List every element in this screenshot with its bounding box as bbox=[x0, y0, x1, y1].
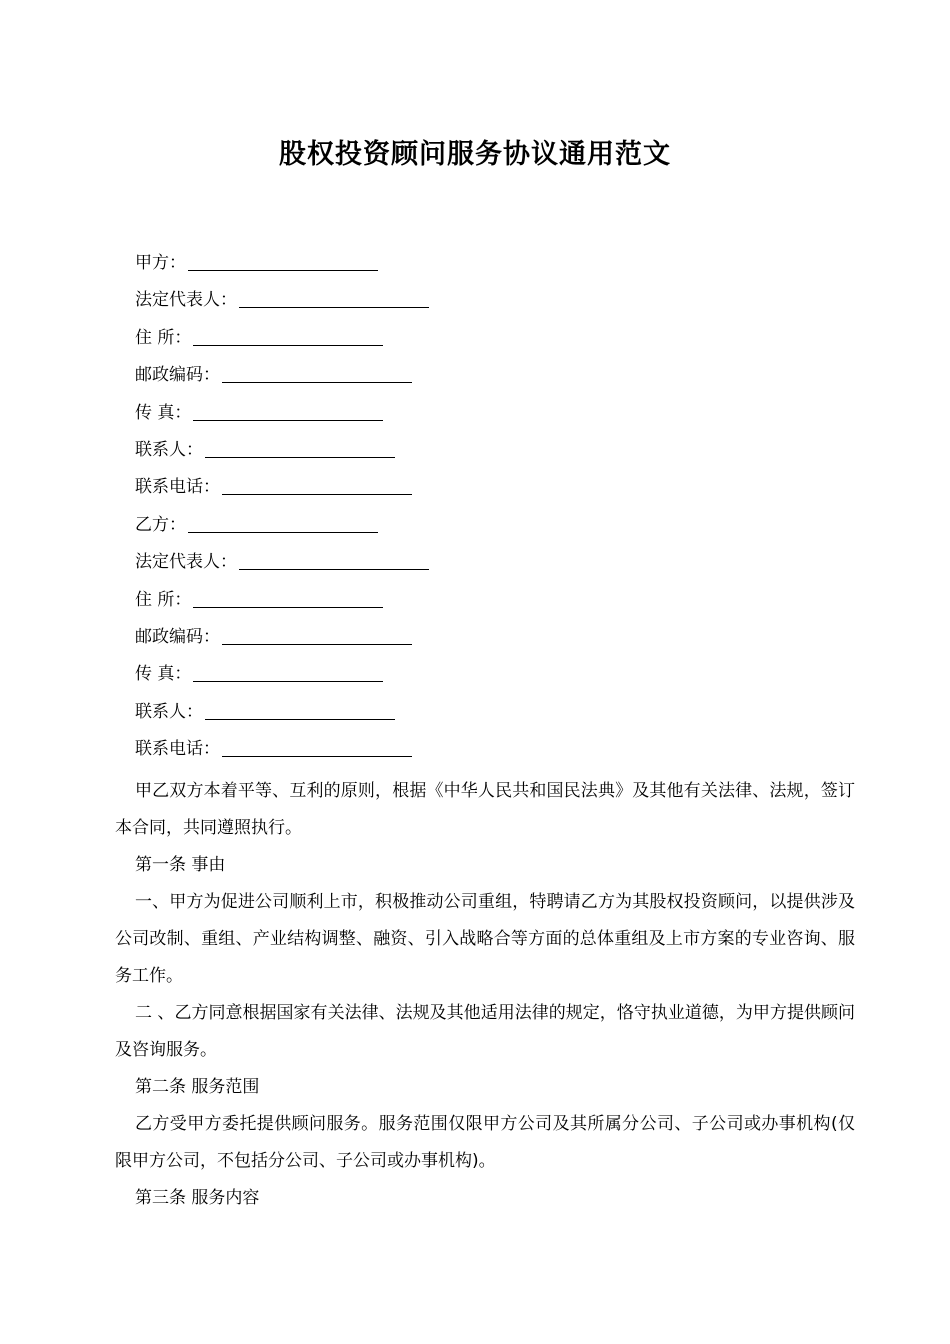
party-a-contact-field bbox=[135, 437, 429, 474]
field-label: 邮政编码： bbox=[135, 365, 220, 386]
party-b-phone-field bbox=[135, 736, 429, 773]
clause-paragraph: 一、甲方为促进公司顺利上市，积极推动公司重组，特聘请乙方为其股权投资顾问，以提供涉及公司改制、重组、产业结构调整、融资、引入战略合等方面的总体重组及上市方案的专业咨询、服务工作。 bbox=[115, 892, 855, 986]
clause-paragraph: 二 、乙方同意根据国家有关法律、法规及其他适用法律的规定，恪守执业道德，为甲方提供顾问及咨询服务。 bbox=[115, 1003, 855, 1060]
fill-in-blank bbox=[239, 549, 429, 570]
party-b-postcode-field bbox=[135, 624, 429, 661]
document-title: 股权投资顾问服务协议通用范文 bbox=[279, 139, 671, 170]
field-label: 传 真： bbox=[135, 664, 192, 685]
party-info-section bbox=[135, 250, 429, 773]
fill-in-blank bbox=[193, 587, 383, 608]
clause-paragraph: 乙方受甲方委托提供顾问服务。服务范围仅限甲方公司及其所属分公司、子公司或办事机构(仅限甲方公司，不包括分公司、子公司或办事机构)。 bbox=[115, 1114, 855, 1171]
fill-in-blank bbox=[222, 474, 412, 495]
party-b-field bbox=[135, 512, 429, 549]
field-label: 住 所： bbox=[135, 327, 192, 348]
party-b-address-field bbox=[135, 587, 429, 624]
field-label: 联系电话： bbox=[135, 477, 220, 498]
article-heading: 第三条 服务内容 bbox=[135, 1188, 260, 1208]
party-b-fax-field bbox=[135, 661, 429, 698]
party-a-fax-field bbox=[135, 400, 429, 437]
field-label: 住 所： bbox=[135, 589, 192, 610]
fill-in-blank bbox=[239, 287, 429, 308]
fill-in-blank bbox=[193, 661, 383, 682]
field-label: 法定代表人： bbox=[135, 552, 237, 573]
party-a-field bbox=[135, 250, 429, 287]
party-a-address-field bbox=[135, 325, 429, 362]
article-heading: 第一条 事由 bbox=[135, 855, 226, 875]
party-a-postcode-field bbox=[135, 362, 429, 399]
party-b-contact-field bbox=[135, 699, 429, 736]
fill-in-blank bbox=[205, 699, 395, 720]
fill-in-blank bbox=[188, 250, 378, 271]
party-a-phone-field bbox=[135, 474, 429, 511]
agreement-body bbox=[115, 773, 855, 1217]
field-label: 联系人： bbox=[135, 439, 203, 460]
fill-in-blank bbox=[222, 624, 412, 645]
field-label: 法定代表人： bbox=[135, 290, 237, 311]
article-heading: 第二条 服务范围 bbox=[135, 1077, 260, 1097]
field-label: 甲方： bbox=[135, 253, 186, 273]
fill-in-blank bbox=[193, 400, 383, 421]
field-label: 乙方： bbox=[135, 514, 186, 535]
party-a-legal-rep-field bbox=[135, 287, 429, 324]
fill-in-blank bbox=[188, 512, 378, 533]
preamble-paragraph: 甲乙双方本着平等、互利的原则，根据《中华人民共和国民法典》及其他有关法律、法规，签订本合同，共同遵照执行。 bbox=[115, 781, 855, 838]
field-label: 传 真： bbox=[135, 402, 192, 423]
field-label: 联系人： bbox=[135, 701, 203, 722]
field-label: 联系电话： bbox=[135, 739, 220, 760]
fill-in-blank bbox=[222, 362, 412, 383]
fill-in-blank bbox=[205, 437, 395, 458]
fill-in-blank bbox=[222, 736, 412, 757]
party-b-legal-rep-field bbox=[135, 549, 429, 586]
fill-in-blank bbox=[193, 325, 383, 346]
field-label: 邮政编码： bbox=[135, 626, 220, 647]
